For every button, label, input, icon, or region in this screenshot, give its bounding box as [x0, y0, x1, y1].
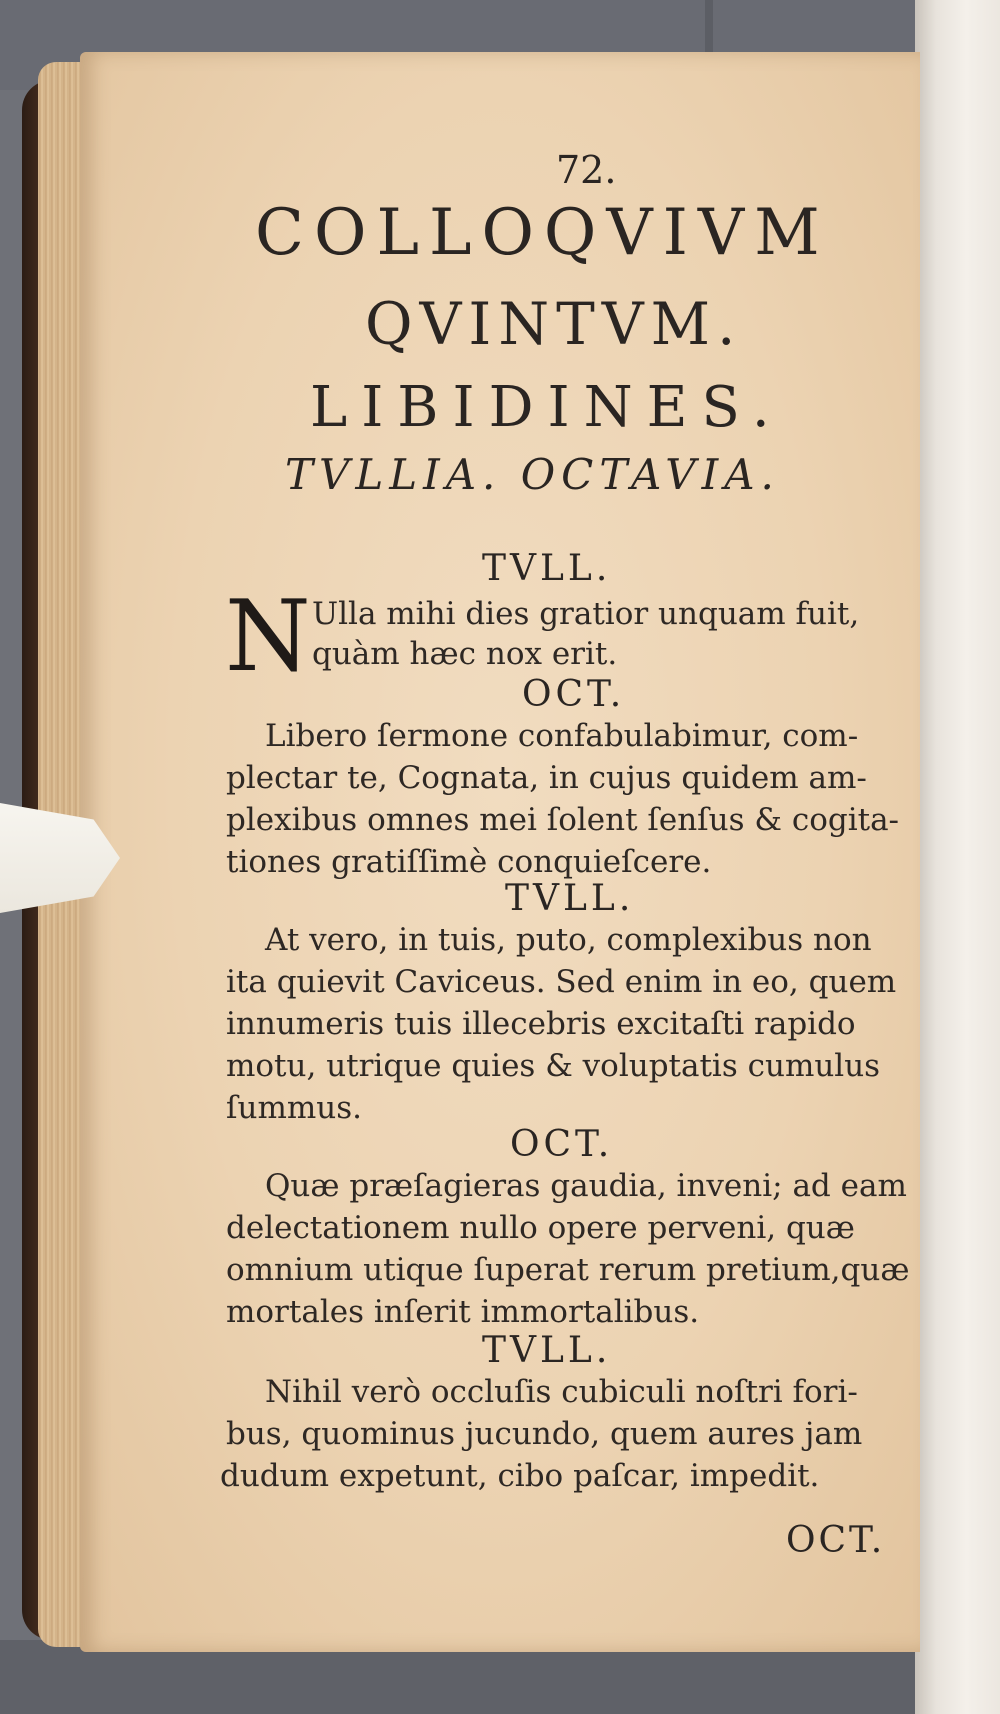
text-line: bus, quominus jucundo, quem aures jam	[226, 1416, 863, 1452]
drop-cap: N	[225, 580, 311, 694]
text-line: omnium utique ſuperat rerum pretium,quæ	[226, 1252, 910, 1288]
text-line: Libero ſermone confabulabimur, com-	[265, 718, 859, 754]
text-line: Ulla mihi dies gratior unquam fuit,	[312, 596, 860, 632]
text-line: quàm hæc nox erit.	[312, 636, 618, 672]
text-line: plectar te, Cognata, in cujus quidem am-	[226, 760, 867, 796]
speaker-label: TVLL.	[482, 1330, 612, 1371]
page-number: 72.	[556, 148, 617, 192]
text-line: Quæ præſagieras gaudia, inveni; ad eam	[265, 1168, 907, 1204]
title-line-1: COLLOQVIVM	[255, 196, 830, 270]
speaker-label: OCT.	[522, 674, 626, 715]
text-line: dudum expetunt, cibo paſcar, impedit.	[220, 1458, 820, 1494]
text-line: motu, utrique quies & voluptatis cumulus	[226, 1048, 881, 1084]
text-line: At vero, in tuis, puto, complexibus non	[265, 922, 872, 958]
text-line: ita quievit Caviceus. Sed enim in eo, quem	[226, 964, 897, 1000]
title-line-3: LIBIDINES.	[310, 375, 784, 440]
text-line: delectationem nullo opere perveni, quæ	[226, 1210, 855, 1246]
text-line: innumeris tuis illecebris excitaſti rapido	[226, 1006, 856, 1042]
speaker-label: TVLL.	[482, 548, 612, 589]
text-line: plexibus omnes mei ſolent ſenſus & cogita-	[226, 802, 900, 838]
speaker-label: OCT.	[510, 1124, 614, 1165]
title-line-2: QVINTVM.	[365, 290, 743, 358]
text-line: tiones gratiſſimè conquieſcere.	[226, 844, 712, 880]
facing-page	[915, 0, 1000, 1714]
speaker-label: TVLL.	[505, 878, 635, 919]
text-line: mortales inſerit immortalibus.	[226, 1294, 700, 1330]
text-line: ſummus.	[226, 1090, 362, 1126]
text-line: Nihil verò occluſis cubiculi noſtri fori-	[265, 1374, 858, 1410]
speakers-line: TVLLIA. OCTAVIA.	[285, 450, 780, 499]
catchword: OCT.	[786, 1520, 886, 1561]
